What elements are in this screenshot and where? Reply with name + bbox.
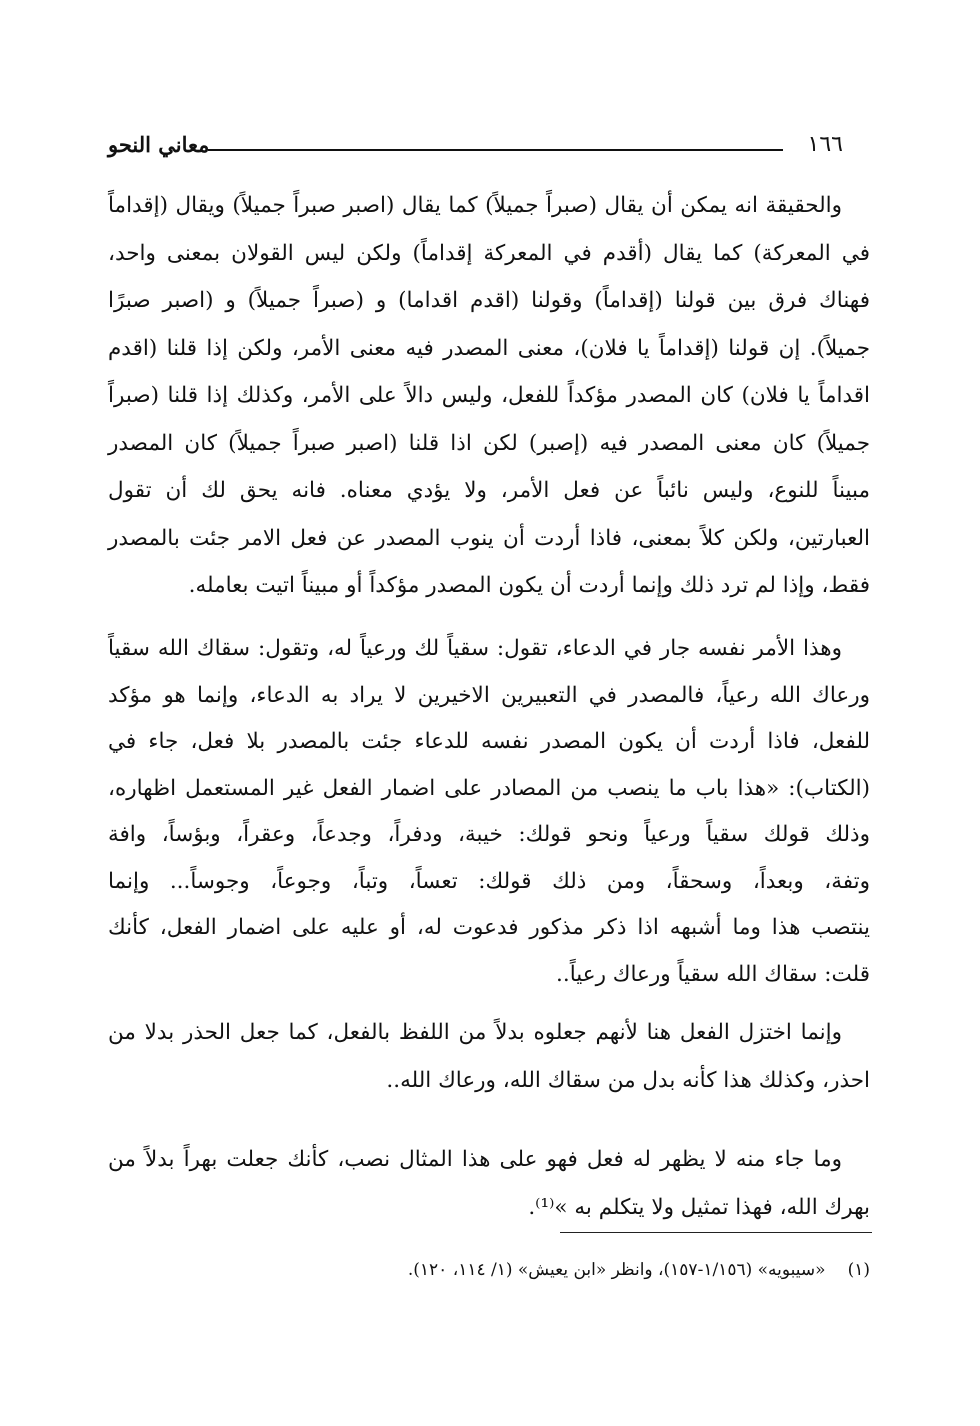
text-line: اقداماً يا فلان) كان المصدر مؤكداً للفعل، وليس دالاً على الأمر، وكذلك إذا قلنا (صبراً	[108, 383, 870, 408]
text-line: وما جاء منه لا يظهر له فعل فهو على هذا المثال نصب، كأنك جعلت بهراً بدلاً من	[108, 1147, 842, 1172]
header-rule	[208, 149, 783, 151]
text-line: ينتصب هذا وما أشبهه اذا ذكر مذكور فدعوت له، أو عليه على اضمار الفعل، كأنك	[108, 915, 870, 940]
paragraph-1	[108, 182, 870, 610]
text-line: مبيناً للنوع، وليس نائباً عن فعل الأمر، ولا يؤدي معناه. فانه يحق لك أن تقول	[108, 478, 870, 503]
footnote-rule	[560, 1232, 872, 1233]
text-line: جميلاً). إن قولنا (إقداماً يا فلان)، معنى المصدر فيه معنى الأمر، ولكن إذا قلنا (اقدم	[108, 335, 870, 361]
text-line: احذر، وكذلك هذا كأنه بدل من سقاك الله، ورعاك الله..	[386, 1067, 870, 1093]
footnote-text: «سيبويه» (١/١٥٦-١٥٧)، وانظر «ابن يعيش» (١/ ١١٤، ١٢٠).	[407, 1260, 826, 1280]
text-line: في المعركة) كما يقال (أقدم في المعركة إقداماً) ولكن ليس القولان بمعنى واحد،	[108, 240, 870, 266]
text-line: قلت: سقاك الله سقياً ورعاك رعياً..	[556, 961, 870, 987]
text-line: وذلك قولك سقياً ورعياً ونحو قولك: خيبة، ودفراً، وجدعاً، وعقراً، وبؤساً، وافة	[108, 822, 870, 847]
text-line: وتفة، وبعداً، وسحقاً، ومن ذلك قولك: تعساً، وتباً، وجوعاً، وجوساً... وإنما	[108, 868, 870, 894]
footnote-number: (١)	[847, 1260, 870, 1280]
text-line: وإنما اختزل الفعل هنا لأنهم جعلوه بدلاً من اللفظ بالفعل، كما جعل الحذر بدلا من	[108, 1020, 842, 1045]
page-number: ١٦٦	[807, 132, 843, 157]
text-line: (الكتاب): «هذا باب ما ينصب من المصادر على اضمار الفعل غير المستعمل اظهاره،	[108, 775, 870, 801]
text-line: وهذا الأمر نفسه جار في الدعاء، تقول: سقياً لك ورعياً له، وتقول: سقاك الله سقياً	[108, 636, 842, 661]
paragraph-2	[108, 626, 870, 998]
footnote	[408, 1260, 870, 1280]
paragraph-3	[108, 1009, 870, 1104]
text-line: العبارتين، ولكن كلاً بمعنى، فاذا أردت أن ينوب المصدر عن فعل الامر جئت بالمصدر	[108, 525, 870, 551]
book-title: معاني النحو	[108, 132, 210, 157]
text-line: فقط، وإذا لم ترد ذلك وإنما أردت أن يكون المصدر مؤكداً أو مبيناً اتيت بعامله.	[188, 573, 870, 598]
text-line: ورعاك الله رعياً، فالمصدر في التعبيرين الاخيرين لا يراد به الدعاء، وإنما هو مؤكد	[108, 682, 870, 708]
paragraph-4	[108, 1136, 870, 1231]
running-header	[108, 132, 843, 168]
text-line: جميلاً) كان معنى المصدر فيه (إصبر) لكن اذا قلنا (اصبر صبراً جميلاً) كان المصدر	[108, 430, 870, 456]
text-line: والحقيقة انه يمكن أن يقال (صبراً جميلاً) كما يقال (اصبر صبراً جميلاً) ويقال (إقداماً	[108, 193, 842, 218]
text-line: للفعل، فاذا أردت أن يكون المصدر نفسه للدعاء جئت بالمصدر بلا فعل، جاء في	[108, 729, 870, 754]
text-line: فهناك فرق بين قولنا (إقداماً) وقولنا (اقدم اقداما) و (صبراً جميلاً) و (اصبر صبرًا	[108, 288, 870, 313]
text-line: بهرك الله، فهذا تمثيل ولا يتكلم به »⁽¹⁾.	[528, 1194, 870, 1220]
